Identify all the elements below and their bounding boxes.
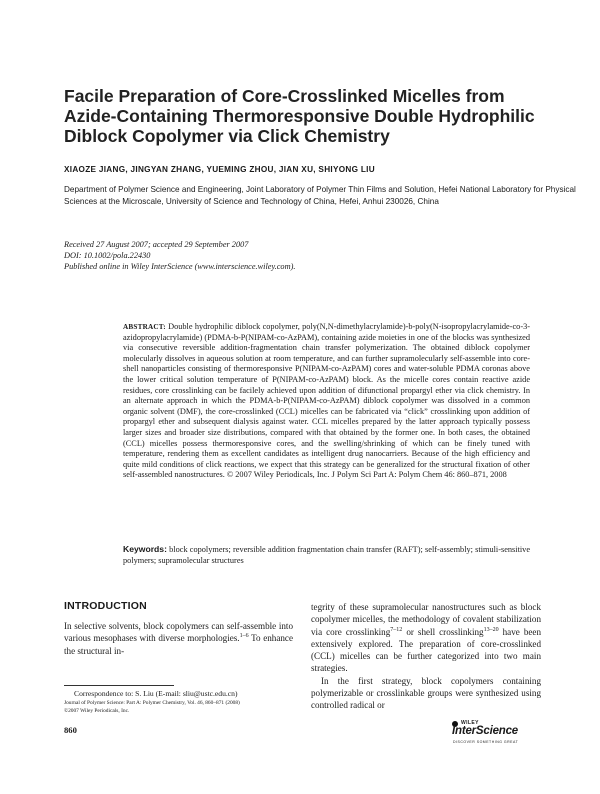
affiliation: Department of Polymer Science and Engineering, Joint Laboratory of Polymer Thin Films and Solution, Hefei National Laboratory for Physical Sciences at the Microscale, University of Science and Technology of China, Hefei, Anhui 230026, China [64, 185, 576, 206]
intro-paragraph-1: In selective solvents, block copolymers can self-assemble into various mesophases with diverse morphologies.$^{1-6}$ To enhance the structural in- [64, 621, 293, 656]
logo-interscience-text: InterScience [452, 725, 518, 737]
received-date: Received 27 August 2007; accepted 29 September 2007 [64, 240, 249, 249]
intro-paragraph-1-cont: tegrity of these supramolecular nanostructures such as block copolymer micelles, the methodology of covalent stabilization via core crosslinking$^{7-12}$ or shell crosslinking$^{13-20}$ have been extensively explored. The preparation of core-crosslinked (CCL) micelles can be further categorized into two main strategies. [311, 602, 541, 674]
published-online: Published online in Wiley InterScience (www.interscience.wiley.com). [64, 262, 296, 271]
abstract-label: ABSTRACT: [123, 323, 166, 331]
paper-title: Facile Preparation of Core-Crosslinked Micelles from Azide-Containing Thermoresponsive Double Hydrophilic Diblock Copolymer via Click Chemistry [64, 86, 535, 146]
keywords-label: Keywords: [123, 544, 167, 554]
page-number: 860 [64, 725, 77, 735]
journal-line: Journal of Polymer Science: Part A: Polymer Chemistry, Vol. 46, 860–871 (2008) [64, 700, 240, 706]
logo-tagline: DISCOVER SOMETHING GREAT [453, 740, 519, 744]
doi: DOI: 10.1002/pola.22430 [64, 251, 151, 260]
citation-ref: 1–6 [239, 633, 249, 640]
journal-citation [64, 700, 314, 715]
footnote-divider [64, 685, 174, 686]
keywords [123, 544, 530, 566]
citation-ref: 7–12 [390, 626, 403, 633]
abstract [123, 322, 530, 481]
section-heading-introduction: INTRODUCTION [64, 600, 147, 612]
keywords-text: block copolymers; reversible addition fragmentation chain transfer (RAFT); self-assembly; stimuli-sensitive polymers; supramolecular structures [123, 545, 531, 565]
wiley-interscience-logo [452, 720, 544, 750]
copyright-line: ©2007 Wiley Periodicals, Inc. [64, 707, 130, 714]
author-list: XIAOZE JIANG, JINGYAN ZHANG, YUEMING ZHOU, JIAN XU, SHIYONG LIU [64, 165, 375, 174]
text-column-left [64, 620, 293, 657]
intro-paragraph-2: In the first strategy, block copolymers containing polymerizable or crosslinkable groups were synthesized using controlled radical or [311, 675, 541, 711]
citation-ref: 13–20 [483, 626, 499, 633]
correspondence-note: Correspondence to: S. Liu (E-mail: sliu@ustc.edu.cn) [74, 689, 238, 698]
publication-info [64, 239, 295, 272]
abstract-text: Double hydrophilic diblock copolymer, poly(N,N-dimethylacrylamide)-b-poly(N-isopropylacrylamide-co-3-azidopropylacrylamide) (PDMA-b-P(NIPAM-co-AzPAM), containing azide moieties in one of the blocks was synthesized via consecutive reversible addition-fragmentation chain transfer polymerization. The obtained diblock copolymer molecularly dissolves in aqueous solution at room temperature, and can further supramolecularly self-assemble into core-shell nanoparticles consisting of thermoresponsive P(NIPAM-co-AzPAM) cores and water-soluble PDMA coronas above the lower critical solution temperature of P(NIPAM-co-AzPAM) block. As the micelle cores contain reactive azide residues, core crosslinking can be facilely achieved upon addition of difunctional propargyl ether via click chemistry. In an alternate approach in which the PDMA-b-P(NIPAM-co-AzPAM) diblock copolymer was dissolved in a common organic solvent (DMF), the core-crosslinked (CCL) micelles can be fabricated via “click” crosslinking upon addition of propargyl ether and subsequent dialysis against water. CCL micelles prepared by the latter approach typically possess larger sizes and broader size distributions, compared with that obtained by the former one. In both cases, the obtained (CCL) micelles possess thermoresponsive cores, and the swelling/shrinking of which can be finely tuned with temperature, rendering them as excellent candidates as intelligent drug nanocarriers. Because of the high efficiency and quite mild conditions of click reactions, we expect that this strategy can be generalized for the structural fixation of other self-assembled nanostructures. © 2007 Wiley Periodicals, Inc. J Polym Sci Part A: Polym Chem 46: 860–871, 2008 [123, 322, 530, 480]
logo-wiley-text: WILEY [461, 720, 479, 726]
text-column-right [311, 601, 541, 712]
